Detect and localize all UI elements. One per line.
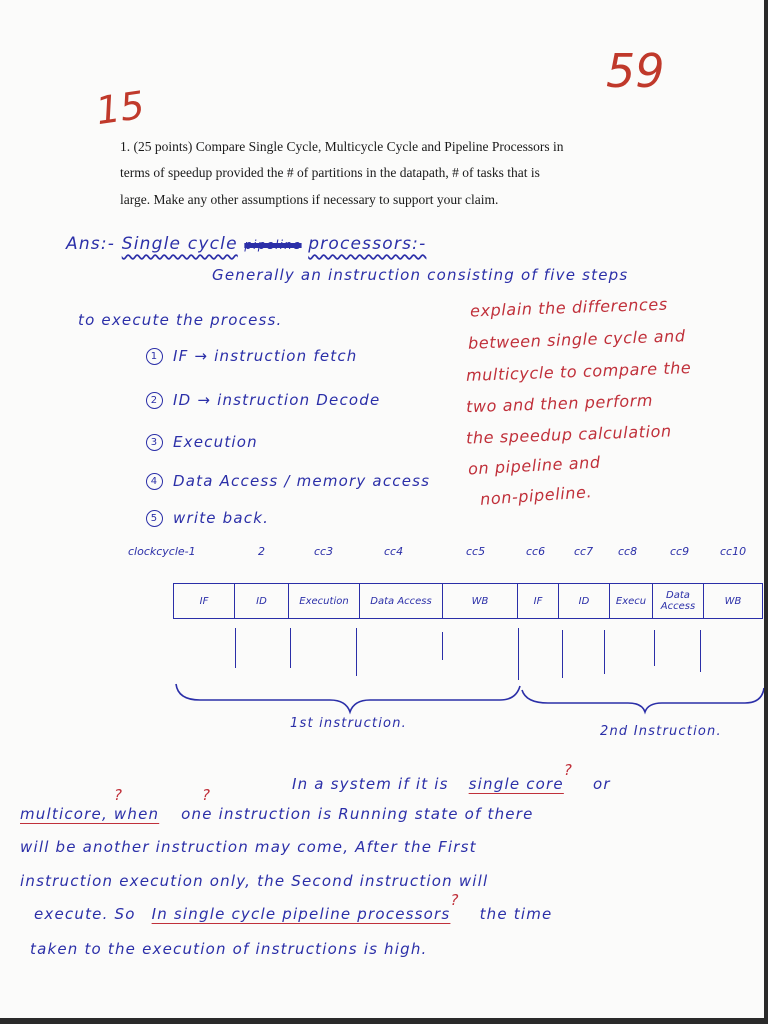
- para-line-1: [292, 761, 611, 793]
- step-text: write back.: [173, 509, 270, 527]
- heading-processors: processors:-: [308, 234, 427, 254]
- feedback-line-6: on pipeline and: [467, 452, 602, 479]
- clock-label-4: cc4: [384, 545, 404, 558]
- feedback-line-2: between single cycle and: [467, 326, 686, 353]
- para-text: In a system if it is: [292, 775, 449, 793]
- brace-2nd-instruction: [522, 688, 764, 712]
- para-line-4: instruction execution only, the Second instruction will: [20, 872, 489, 890]
- timing-cell-mem-1: Data Access: [359, 583, 443, 619]
- timing-cell-id-2: ID: [558, 583, 610, 619]
- scan-edge-bottom: [0, 1018, 768, 1024]
- question-line-1: 1. (25 points) Compare Single Cycle, Multicycle Cycle and Pipeline Processors in: [120, 139, 564, 154]
- clock-label-9: cc9: [670, 545, 690, 558]
- step-text: Data Access / memory access: [173, 472, 431, 490]
- para-line-3: will be another instruction may come, After the First: [20, 838, 477, 856]
- question-line-2: terms of speedup provided the # of partitions in the datapath, # of tasks that is: [120, 165, 540, 180]
- clock-label-5: cc5: [466, 545, 486, 558]
- timing-cell-wb-2: WB: [703, 583, 763, 619]
- clock-label-7: cc7: [574, 545, 594, 558]
- scan-edge-right: [764, 0, 768, 1024]
- feedback-line-7: non-pipeline.: [479, 482, 593, 509]
- clock-label-8: cc8: [618, 545, 638, 558]
- step-number-circle: 3: [146, 434, 163, 451]
- intro-line-a: Generally an instruction consisting of five steps: [212, 266, 629, 284]
- clock-label-3: cc3: [314, 545, 334, 558]
- timing-cell-mem-2: Data Access: [652, 583, 704, 619]
- feedback-line-4: two and then perform: [465, 390, 654, 417]
- timing-cell-id-1: ID: [234, 583, 289, 619]
- feedback-line-5: the speedup calculation: [465, 421, 673, 448]
- question-mark: ?: [114, 786, 122, 804]
- intro-line-b: to execute the process.: [78, 311, 283, 329]
- timing-cell-wb-1: WB: [442, 583, 518, 619]
- para-text: or: [592, 775, 611, 793]
- step-text: IF → instruction fetch: [173, 347, 358, 365]
- brace-label-1st: 1st instruction.: [290, 716, 407, 731]
- feedback-line-1: explain the differences: [469, 294, 669, 321]
- timing-cell-if-1: IF: [173, 583, 235, 619]
- clock-label-10: cc10: [720, 545, 747, 558]
- heading-single-cycle: Single cycle: [121, 234, 238, 254]
- para-text: one instruction is Running state of there: [181, 805, 534, 823]
- timing-cell-if-2: IF: [517, 583, 559, 619]
- step-text: ID → instruction Decode: [173, 391, 381, 409]
- feedback-line-3: multicycle to compare the: [465, 358, 692, 385]
- total-score: 59: [606, 44, 665, 98]
- step-number-circle: 1: [146, 348, 163, 365]
- single-core-underlined: single core: [468, 775, 564, 793]
- question-mark: ?: [202, 786, 210, 804]
- clock-label-2: 2: [258, 545, 265, 558]
- para-line-2: [20, 805, 534, 823]
- question-line-3: large. Make any other assumptions if necessary to support your claim.: [120, 192, 499, 207]
- single-cycle-pipeline-underlined: In single cycle pipeline processors: [151, 905, 451, 923]
- brace-label-2nd: 2nd Instruction.: [600, 724, 722, 739]
- multicore-underlined: multicore, when: [20, 805, 160, 823]
- question-mark: ?: [563, 761, 574, 779]
- para-text: the time: [479, 905, 553, 923]
- para-line-6: taken to the execution of instructions is high.: [30, 940, 428, 958]
- para-text: execute. So: [34, 905, 136, 923]
- brace-1st-instruction: [176, 684, 520, 712]
- clock-label-6: cc6: [526, 545, 546, 558]
- heading-struck-word: pipeline: [244, 238, 302, 252]
- step-number-circle: 5: [146, 510, 163, 527]
- step-number-circle: 2: [146, 392, 163, 409]
- timing-cell-ex-1: Execution: [288, 583, 360, 619]
- answer-label: Ans:-: [66, 234, 116, 254]
- timing-cell-ex-2: Execu: [609, 583, 653, 619]
- clock-label-1: clockcycle-1: [128, 545, 196, 558]
- step-number-circle: 4: [146, 473, 163, 490]
- question-score: 15: [93, 82, 148, 134]
- step-text: Execution: [173, 433, 258, 451]
- question-mark: ?: [450, 891, 460, 909]
- para-line-5: [34, 891, 553, 923]
